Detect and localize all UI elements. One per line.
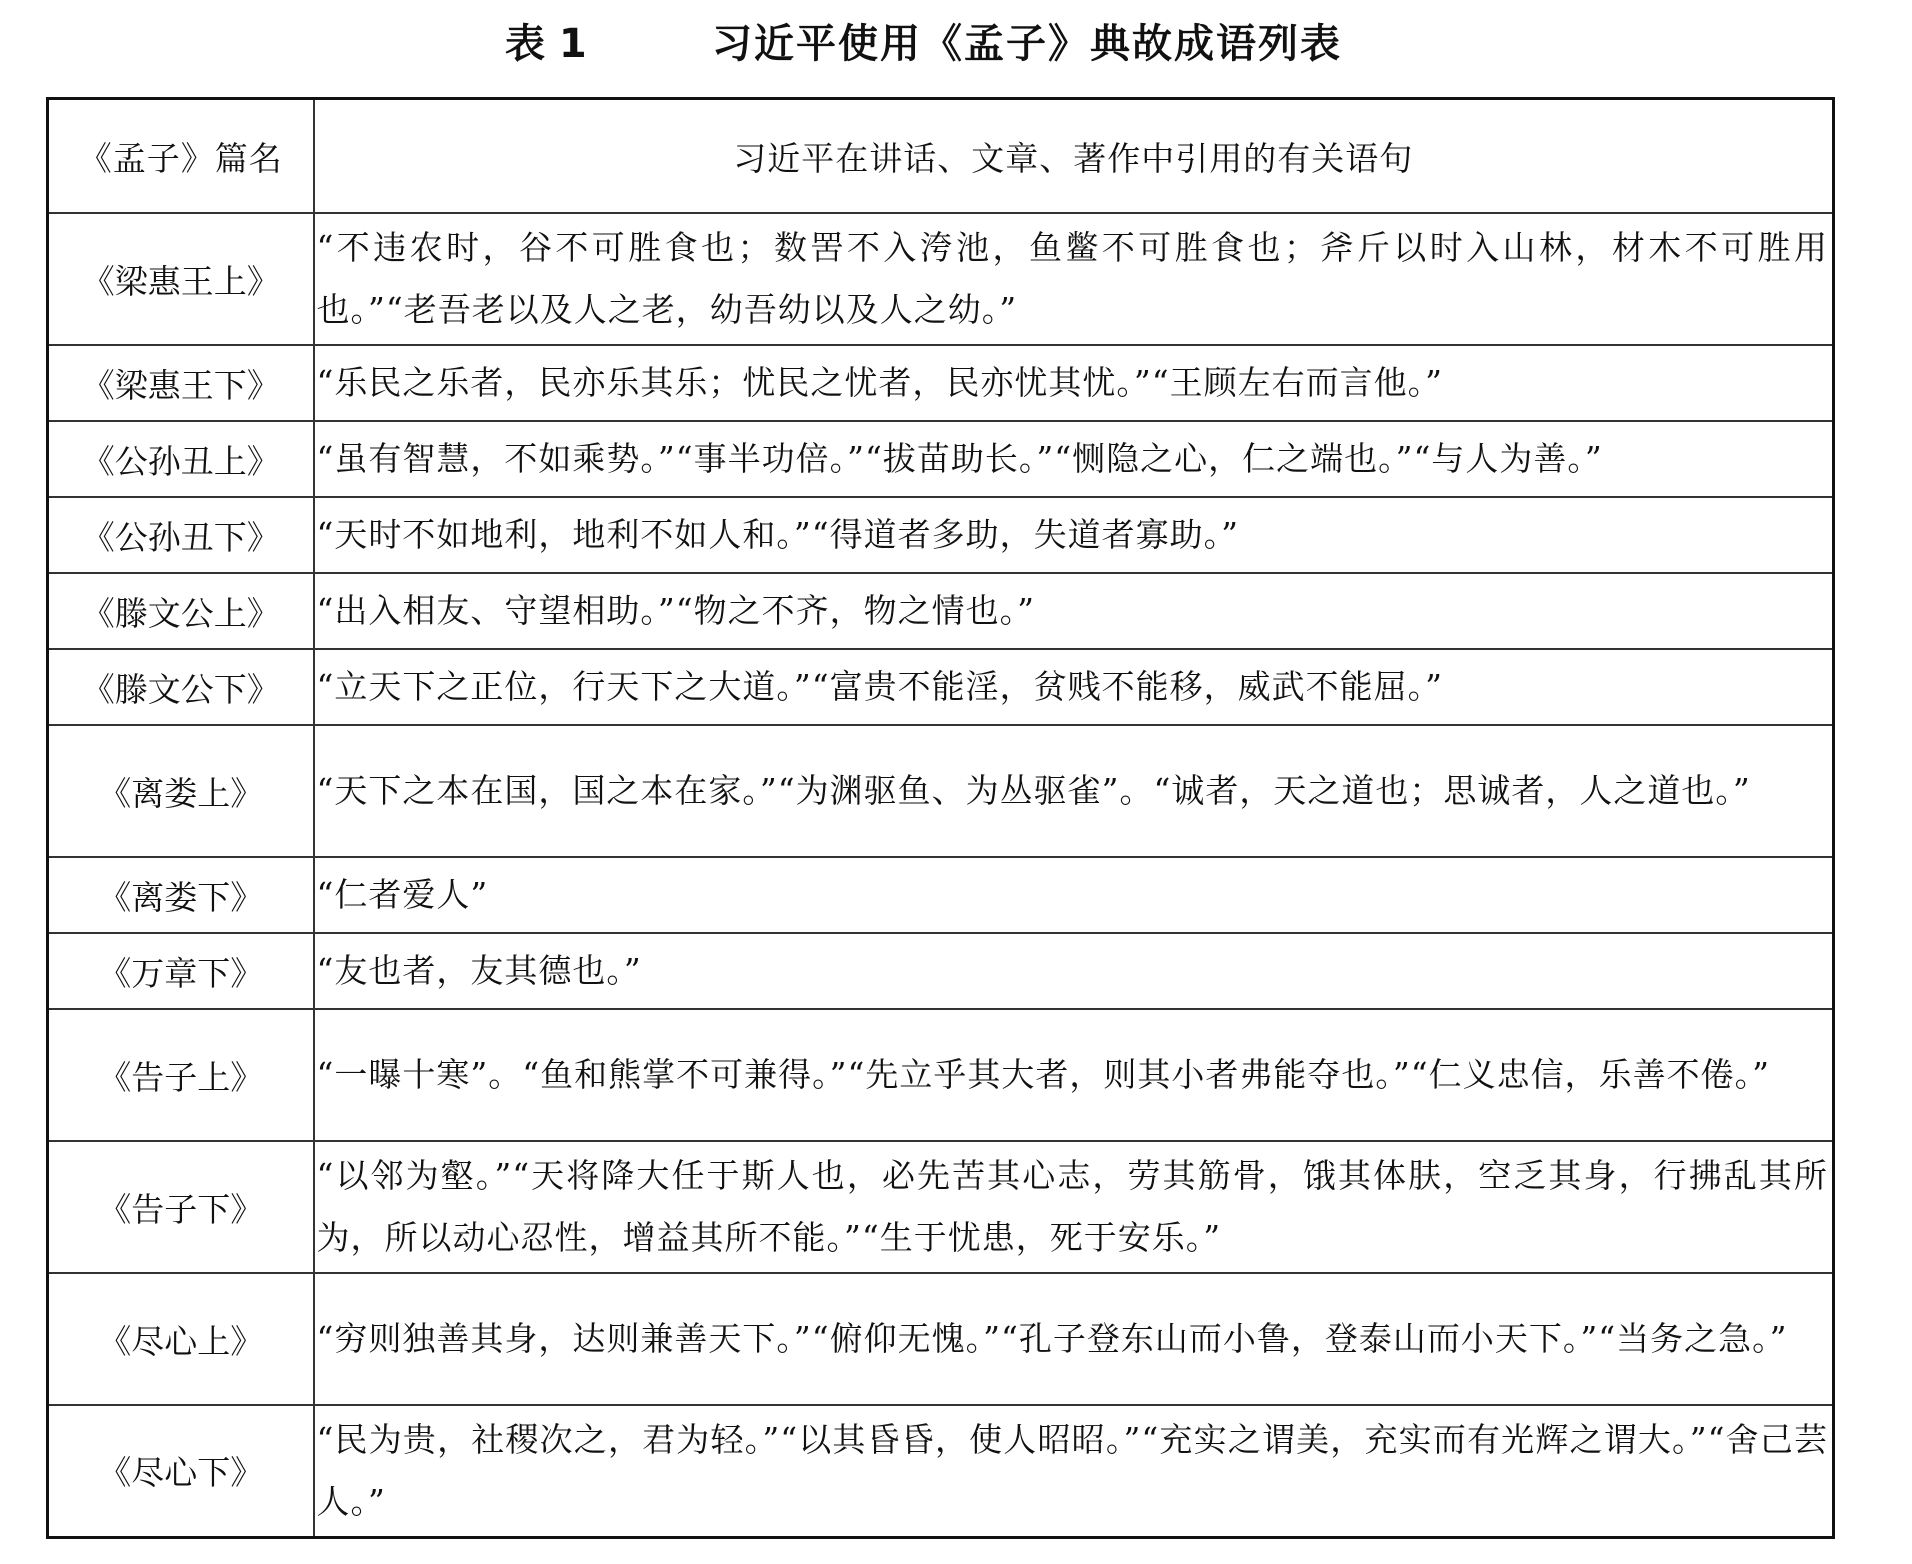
table-row (48, 1009, 1834, 1141)
quote-text: “以邻为壑。”“天将降大任于斯人也，必先苦其心志，劳其筋骨，饿其体肤，空乏其身，行拂乱其所为，所以动心忍性，增益其所不能。”“生于忧患，死于安乐。” (314, 1141, 1834, 1273)
chapter-name: 《离娄上》 (48, 725, 314, 857)
chapter-name: 《告子下》 (48, 1141, 314, 1273)
table-caption: 习近平使用《孟子》典故成语列表 (712, 21, 1342, 67)
table-row (48, 345, 1834, 421)
chapter-name: 《离娄下》 (48, 857, 314, 933)
table-row (48, 857, 1834, 933)
chapter-name: 《公孙丑下》 (48, 497, 314, 573)
quote-text: “天时不如地利，地利不如人和。”“得道者多助，失道者寡助。” (314, 497, 1834, 573)
quote-text: “民为贵，社稷次之，君为轻。”“以其昏昏，使人昭昭。”“充实之谓美，充实而有光辉之谓大。”“舍己芸人。” (314, 1405, 1834, 1537)
quote-text: “仁者爱人” (314, 857, 1834, 933)
mencius-quotes-table (46, 97, 1835, 1539)
chapter-name: 《滕文公下》 (48, 649, 314, 725)
table-row (48, 573, 1834, 649)
table-row (48, 1141, 1834, 1273)
chapter-name: 《尽心上》 (48, 1273, 314, 1405)
table-row (48, 933, 1834, 1009)
quote-text: “穷则独善其身，达则兼善天下。”“俯仰无愧。”“孔子登东山而小鲁，登泰山而小天下。”“当务之急。” (314, 1273, 1834, 1405)
chapter-name: 《公孙丑上》 (48, 421, 314, 497)
quote-text: “天下之本在国，国之本在家。”“为渊驱鱼、为丛驱雀”。“诚者，天之道也；思诚者，人之道也。” (314, 725, 1834, 857)
header-row (48, 99, 1834, 214)
quote-text: “不违农时，谷不可胜食也；数罟不入洿池，鱼鳖不可胜食也；斧斤以时入山林，材木不可胜用也。”“老吾老以及人之老，幼吾幼以及人之幼。” (314, 213, 1834, 345)
table-title (0, 14, 1912, 74)
quote-text: “友也者，友其德也。” (314, 933, 1834, 1009)
header-chapter: 《孟子》篇名 (48, 99, 314, 214)
chapter-name: 《梁惠王下》 (48, 345, 314, 421)
chapter-name: 《万章下》 (48, 933, 314, 1009)
table-row (48, 421, 1834, 497)
table-row (48, 1273, 1834, 1405)
table-row (48, 649, 1834, 725)
chapter-name: 《滕文公上》 (48, 573, 314, 649)
chapter-name: 《梁惠王上》 (48, 213, 314, 345)
quote-text: “虽有智慧，不如乘势。”“事半功倍。”“拔苗助长。”“恻隐之心，仁之端也。”“与人为善。” (314, 421, 1834, 497)
quote-text: “出入相友、守望相助。”“物之不齐，物之情也。” (314, 573, 1834, 649)
table-row (48, 725, 1834, 857)
table-row (48, 497, 1834, 573)
quote-text: “乐民之乐者，民亦乐其乐；忧民之忧者，民亦忧其忧。”“王顾左右而言他。” (314, 345, 1834, 421)
header-quotes: 习近平在讲话、文章、著作中引用的有关语句 (314, 99, 1834, 214)
quote-text: “一曝十寒”。“鱼和熊掌不可兼得。”“先立乎其大者，则其小者弗能夺也。”“仁义忠信，乐善不倦。” (314, 1009, 1834, 1141)
quote-text: “立天下之正位，行天下之大道。”“富贵不能淫，贫贱不能移，威武不能屈。” (314, 649, 1834, 725)
chapter-name: 《尽心下》 (48, 1405, 314, 1537)
table-row (48, 213, 1834, 345)
table-number: 表 1 (505, 21, 587, 67)
chapter-name: 《告子上》 (48, 1009, 314, 1141)
table-row (48, 1405, 1834, 1537)
